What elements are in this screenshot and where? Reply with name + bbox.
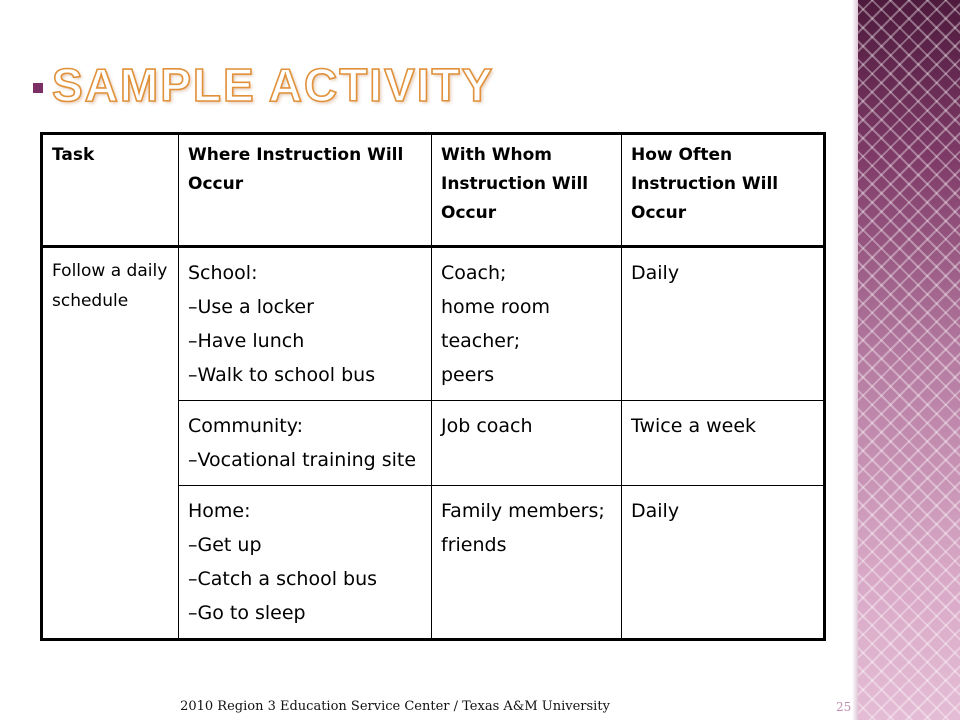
where-line: –Go to sleep (188, 602, 306, 624)
whom-line: friends (441, 534, 507, 556)
header-task: Task (42, 134, 179, 247)
slide-title: SAMPLE ACTIVITY (52, 59, 495, 111)
decorative-sidebar (858, 0, 960, 720)
where-line: Community: (188, 415, 303, 437)
where-line: –Use a locker (188, 296, 314, 318)
where-line: Home: (188, 500, 251, 522)
header-how-often: How Often Instruction Will Occur (622, 134, 825, 247)
how-often-cell: Daily (622, 486, 825, 640)
where-line: –Get up (188, 534, 262, 556)
activity-table (40, 132, 826, 641)
with-whom-cell (432, 486, 622, 640)
table-row (42, 247, 825, 401)
whom-line: peers (441, 364, 495, 386)
slide-footer: 2010 Region 3 Education Service Center / Texas A&M University (180, 699, 610, 714)
title-bullet-icon (33, 83, 43, 93)
where-line: School: (188, 262, 258, 284)
header-with-whom: With Whom Instruction Will Occur (432, 134, 622, 247)
page-number: 25 (836, 700, 852, 714)
with-whom-cell (432, 247, 622, 401)
whom-line: Coach; (441, 262, 507, 284)
where-line: –Walk to school bus (188, 364, 376, 386)
whom-line: Job coach (441, 415, 533, 437)
task-cell: Follow a daily schedule (42, 247, 179, 640)
header-where: Where Instruction Will Occur (179, 134, 432, 247)
where-cell (179, 401, 432, 486)
where-line: –Catch a school bus (188, 568, 378, 590)
where-line: –Vocational training site (188, 449, 417, 471)
whom-line: home room teacher; (441, 296, 551, 352)
table-header-row (42, 134, 825, 247)
whom-line: Family members; (441, 500, 605, 522)
how-often-cell: Daily (622, 247, 825, 401)
where-cell (179, 247, 432, 401)
with-whom-cell (432, 401, 622, 486)
where-line: –Have lunch (188, 330, 305, 352)
sidebar-edge (852, 0, 858, 720)
how-often-cell: Twice a week (622, 401, 825, 486)
where-cell (179, 486, 432, 640)
